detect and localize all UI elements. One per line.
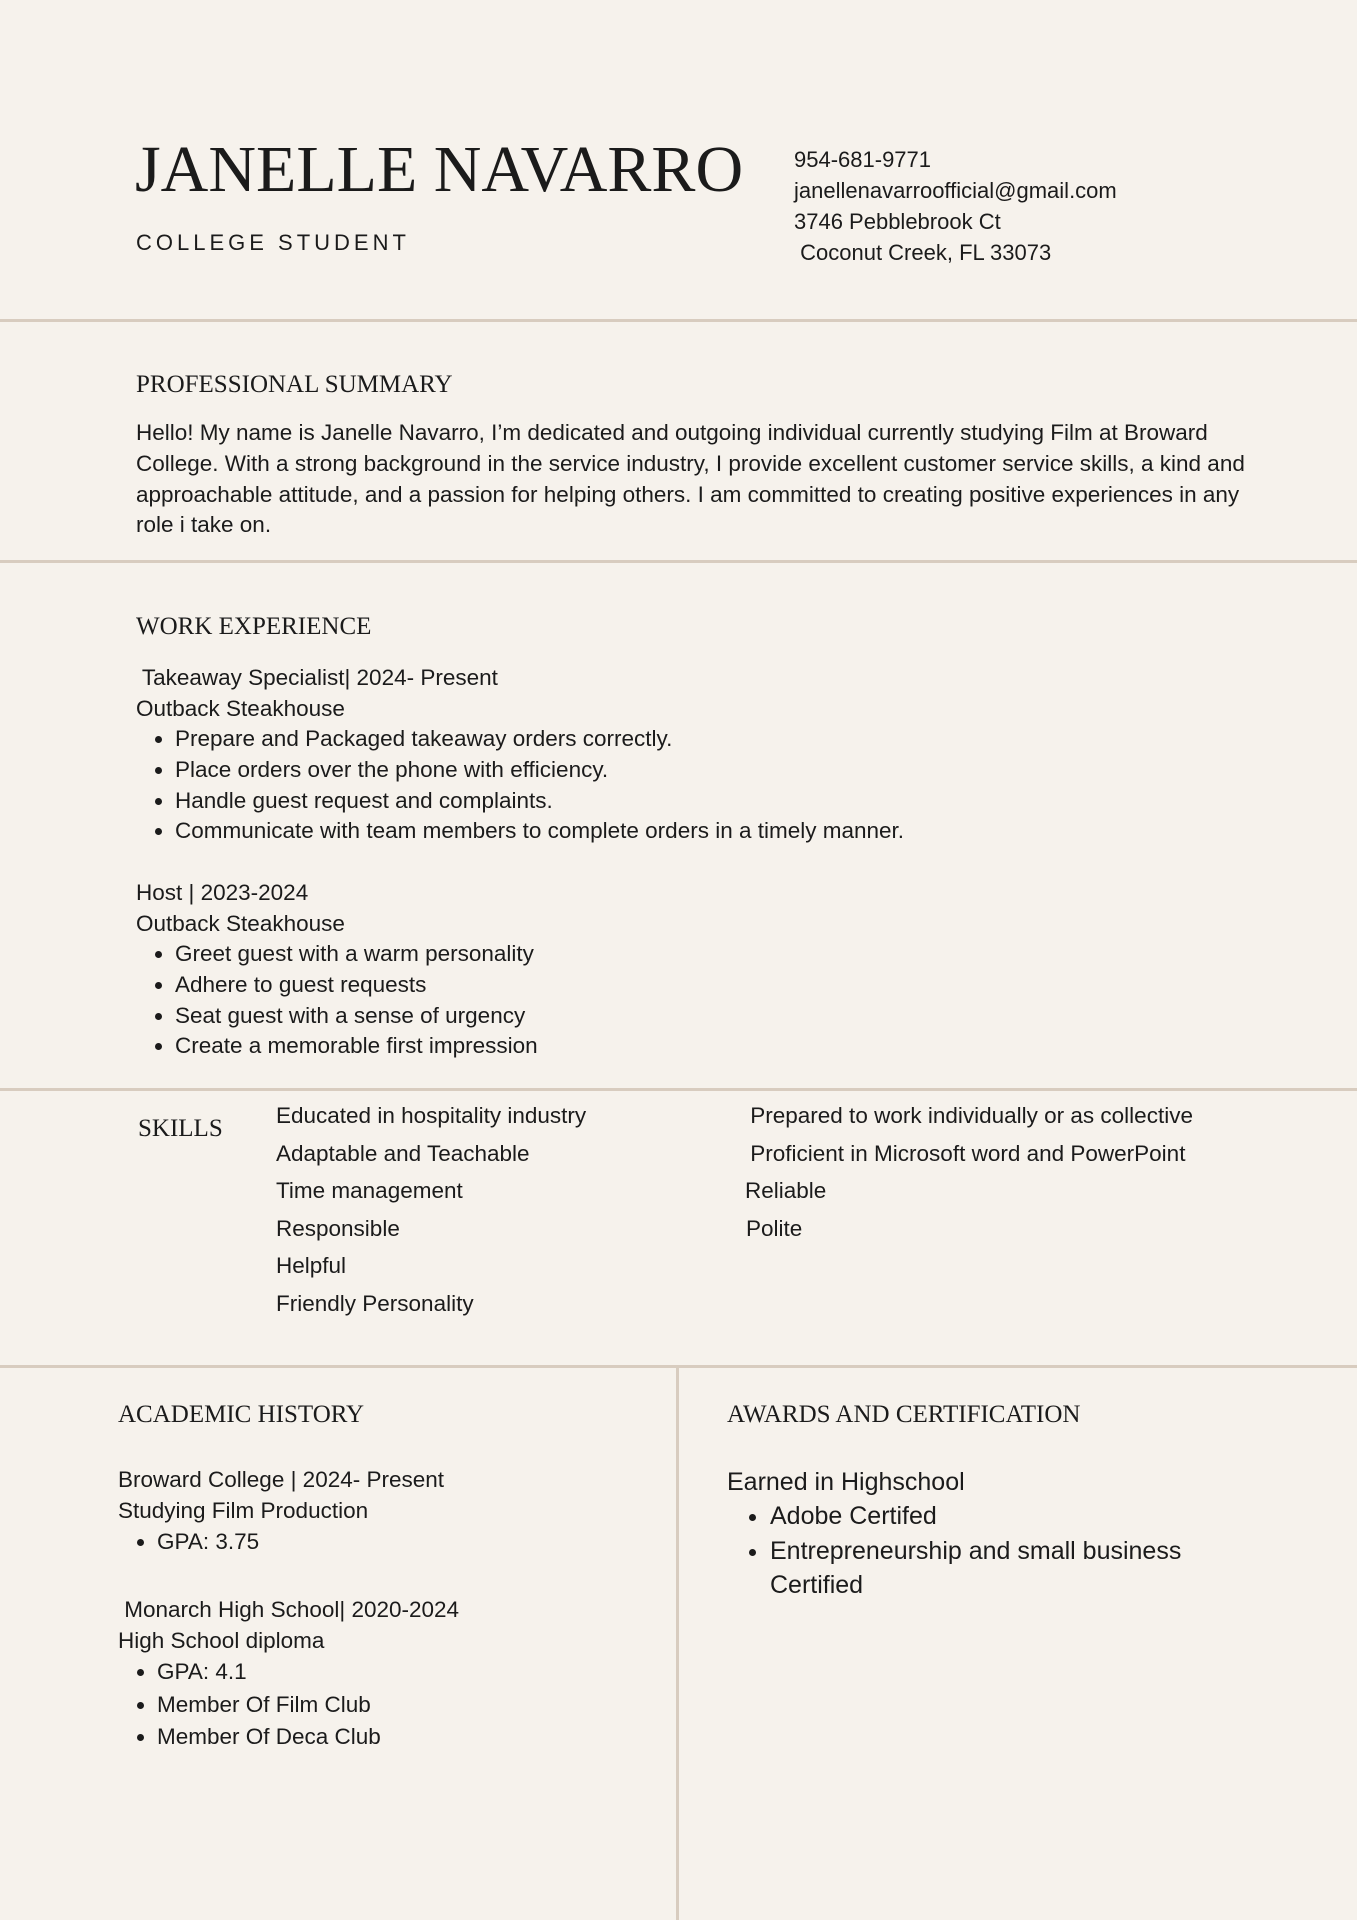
skill-item: Reliable — [745, 1178, 827, 1203]
list-item: • Member Of Film Club — [157, 1689, 459, 1722]
phone-number: 954-681-9771 — [794, 147, 932, 172]
school-title: Monarch High School| 2020-2024 — [118, 1597, 460, 1622]
list-item: • Seat guest with a sense of urgency — [175, 1001, 538, 1032]
job-bullets — [136, 939, 538, 1062]
school-entry — [118, 1594, 459, 1754]
list-item: • Member Of Deca Club — [157, 1721, 459, 1754]
skills-title: SKILLS — [138, 1115, 223, 1142]
skill-item: Friendly Personality — [276, 1291, 474, 1316]
awards-title: AWARDS AND CERTIFICATION — [727, 1401, 1081, 1428]
list-item: • Create a memorable first impression — [175, 1031, 538, 1062]
skill-item: Polite — [746, 1216, 803, 1241]
summary-title: PROFESSIONAL SUMMARY — [136, 371, 453, 398]
list-item: • Adhere to guest requests — [175, 970, 538, 1001]
skill-item: Responsible — [276, 1216, 400, 1241]
skill-item: Prepared to work individually or as collective — [744, 1103, 1193, 1128]
work-title: WORK EXPERIENCE — [136, 613, 372, 640]
list-item: • Handle guest request and complaints. — [175, 786, 904, 817]
list-item: • Place orders over the phone with efficiency. — [175, 755, 904, 786]
candidate-name: JANELLE NAVARRO — [135, 133, 744, 206]
list-item: • GPA: 4.1 — [157, 1656, 459, 1689]
list-item: • GPA: 3.75 — [157, 1526, 444, 1559]
list-item: • Greet guest with a warm personality — [175, 939, 538, 970]
school-subtitle: High School diploma — [118, 1628, 325, 1653]
contact-block — [794, 144, 1117, 268]
skill-item: Helpful — [276, 1253, 347, 1278]
divider-header — [0, 319, 1357, 322]
address-line-1: 3746 Pebblebrook Ct — [794, 209, 1001, 234]
school-bullets — [118, 1526, 444, 1559]
job-employer: Outback Steakhouse — [136, 696, 345, 721]
candidate-role: COLLEGE STUDENT — [136, 230, 410, 255]
job-title: Host | 2023-2024 — [136, 880, 309, 905]
summary-text: Hello! My name is Janelle Navarro, I’m dedicated and outgoing individual currently studying Film at Broward College. With a strong background in the service industry, I provide excellent customer service skills, a kind and approachable attitude, and a passion for helping others. I am committed to creating positive experiences in any role i take on. — [136, 420, 1245, 538]
email-address: janellenavarroofficial@gmail.com — [794, 178, 1117, 203]
job-entry — [136, 662, 904, 847]
list-item: • Prepare and Packaged takeaway orders correctly. — [175, 724, 904, 755]
skill-item: Educated in hospitality industry — [276, 1103, 587, 1128]
skill-item: Proficient in Microsoft word and PowerPoint — [744, 1141, 1186, 1166]
divider-work — [0, 1088, 1357, 1091]
awards-list — [727, 1499, 1267, 1603]
address-line-2: Coconut Creek, FL 33073 — [794, 240, 1052, 265]
job-employer: Outback Steakhouse — [136, 911, 345, 936]
school-entry — [118, 1464, 444, 1559]
job-bullets — [136, 724, 904, 847]
skill-item: Time management — [276, 1178, 463, 1203]
academic-title: ACADEMIC HISTORY — [118, 1401, 365, 1428]
job-entry — [136, 877, 538, 1062]
school-title: Broward College | 2024- Present — [118, 1467, 445, 1492]
list-item: • Adobe Certifed — [770, 1499, 1267, 1534]
school-bullets — [118, 1656, 459, 1754]
school-subtitle: Studying Film Production — [118, 1498, 369, 1523]
job-title: Takeaway Specialist| 2024- Present — [136, 665, 498, 690]
awards-subtitle: Earned in Highschool — [727, 1468, 965, 1496]
list-item: • Entrepreneurship and small business Certified — [770, 1534, 1267, 1603]
awards-block — [727, 1465, 1267, 1603]
list-item: • Communicate with team members to complete orders in a timely manner. — [175, 816, 904, 847]
divider-summary — [0, 560, 1357, 563]
skill-item: Adaptable and Teachable — [276, 1141, 530, 1166]
divider-columns — [676, 1367, 679, 1920]
